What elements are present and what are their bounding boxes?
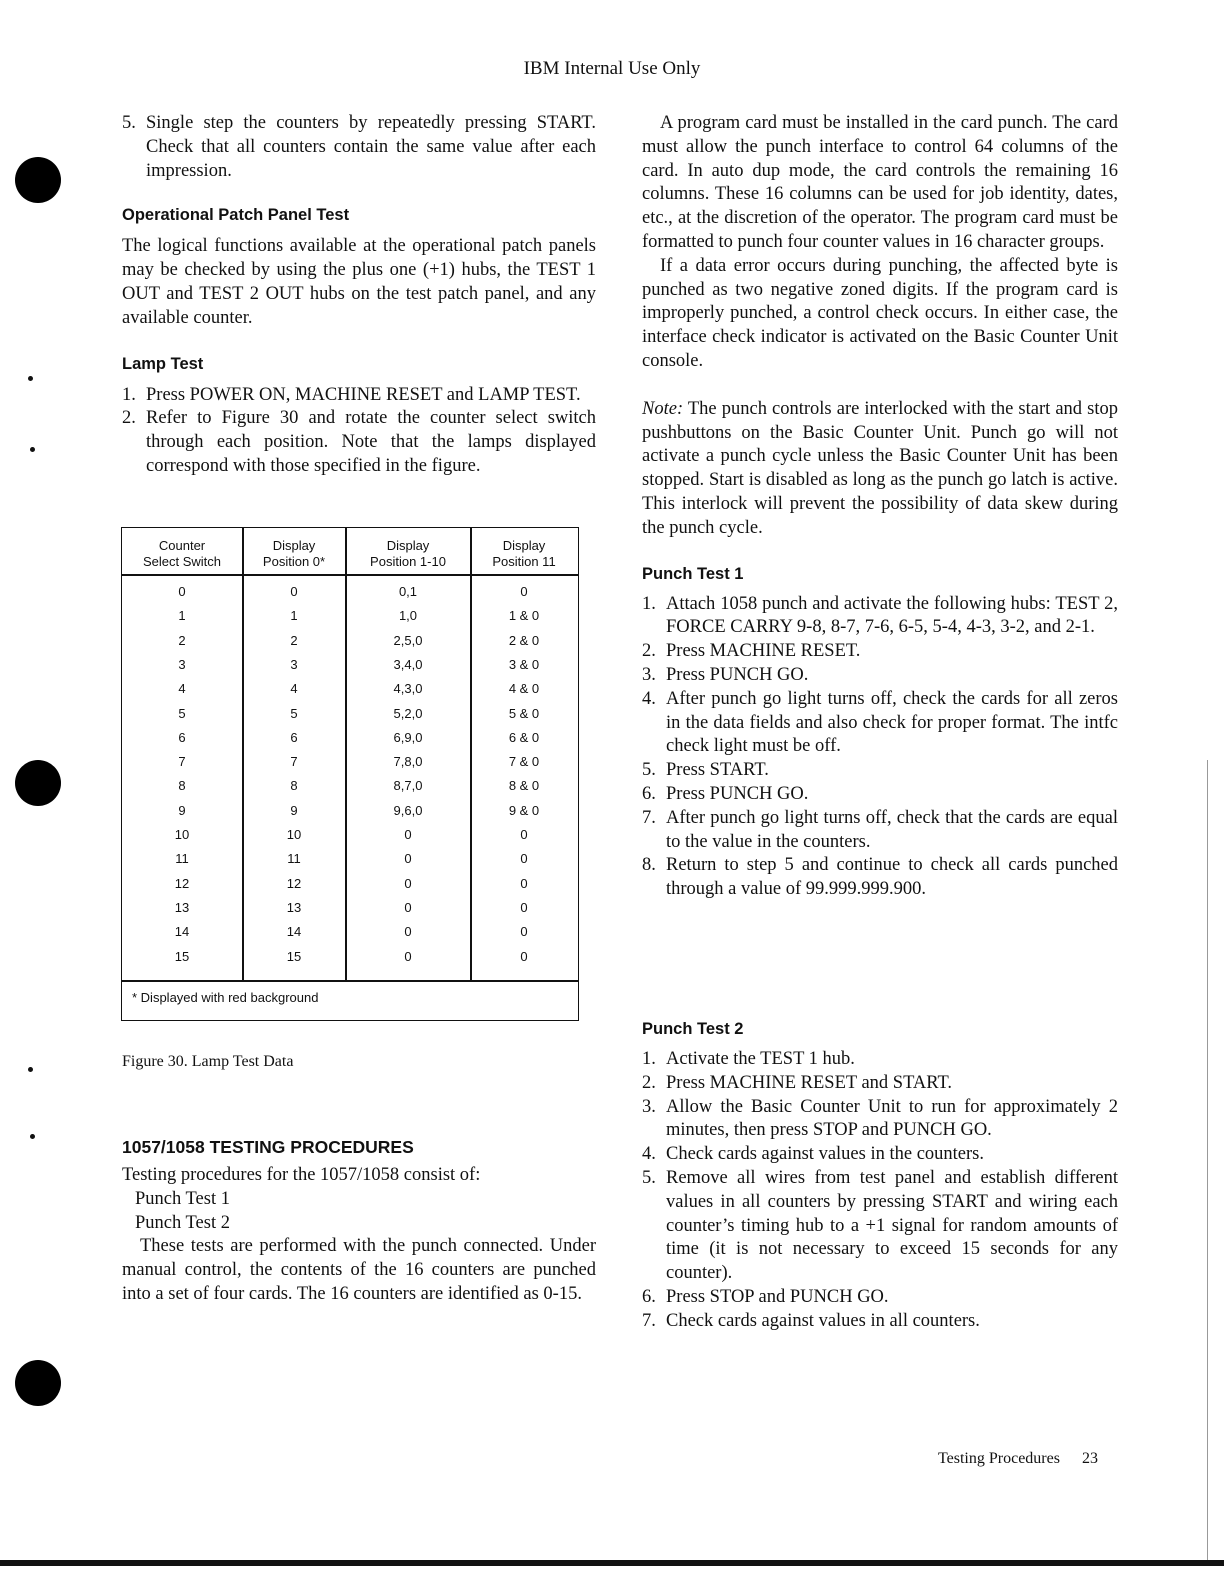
table-cell: 3 & 0 <box>508 656 540 672</box>
table-cell: 8 & 0 <box>508 778 540 794</box>
list-item: Punch Test 2 <box>135 1212 230 1233</box>
table-cell: 0 <box>520 584 528 599</box>
section-heading: Punch Test 1 <box>642 564 744 583</box>
table-cell: 2,5,0 <box>393 632 423 648</box>
table-cell: 0 <box>404 875 412 891</box>
margin-mark <box>30 1134 35 1139</box>
table-cell: 5 <box>290 705 298 721</box>
punch-test-2-steps <box>642 1048 1118 1334</box>
lamp-test-steps <box>122 384 596 479</box>
margin-mark <box>30 447 35 452</box>
paragraph: A program card must be installed in the card punch. The card must allow the punch interface to control 64 columns of the card. In auto dup mode, the card controls the remaining 16 columns. These 16 columns can be used for job identity, dates, etc., at the discretion of the operator. The program card must be formatted to punch four counter values in 16 character groups. <box>642 113 1118 252</box>
figure-caption: Figure 30. Lamp Test Data <box>122 1053 294 1070</box>
table-cell: 8 <box>178 778 186 794</box>
page-header: IBM Internal Use Only <box>523 58 701 79</box>
table-cell: 11 <box>287 851 301 867</box>
table-cell: 1 & 0 <box>508 608 540 624</box>
list-item: 6. Press STOP and PUNCH GO. <box>642 1286 889 1307</box>
list-item: 5. Remove all wires from test panel and establish different values in all counters by pressing START and wiring each counter’s timing hub to a +1 signal for random amounts of time (it is not necessary to exceed 15 seconds for any counter). <box>642 1167 1118 1284</box>
table-cell: 12 <box>174 875 190 891</box>
table-cell: 0 <box>520 899 528 915</box>
list-item: 7. Check cards against values in all counters. <box>642 1310 980 1331</box>
table-cell: 3,4,0 <box>393 656 423 672</box>
list-item: Punch Test 1 <box>135 1188 230 1209</box>
list-item: 8. Return to step 5 and continue to check all cards punched through a value of 99.999.999.900. <box>642 855 1118 900</box>
table-cell: 14 <box>174 924 190 940</box>
table-cell: 5 <box>178 705 186 721</box>
table-cell: 2 <box>178 632 186 648</box>
table-cell: 4 <box>290 681 298 697</box>
table-cell: 1,0 <box>398 608 418 624</box>
binder-hole <box>15 1360 61 1406</box>
note-paragraph: Note: The punch controls are interlocked with the start and stop pushbuttons on the Basic Counter Unit. Punch go will not activate a punch cycle unless the Basic Counter Unit has been stopped. Start is disabled as long as the punch go latch is active. This interlock will prevent the possibility of data skew during the punch cycle. <box>642 398 1118 538</box>
punch-test-1-steps <box>642 593 1118 902</box>
page-edge <box>1207 760 1208 1560</box>
list-item: 1. Attach 1058 punch and activate the following hubs: TEST 2, FORCE CARRY 9-8, 8-7, 7-6, 6-5, 5-4, 4-3, 3-2, and 2-1. <box>642 593 1118 638</box>
table-cell: 7 <box>178 754 186 770</box>
table-cell: 2 & 0 <box>508 632 540 648</box>
table-cell: 8 <box>290 778 298 794</box>
right-column <box>642 112 1118 902</box>
table-cell: 0 <box>520 851 528 867</box>
table-cell: 5 & 0 <box>508 705 540 721</box>
table-cell: 0 <box>520 875 528 891</box>
table-cell: 4,3,0 <box>393 681 423 697</box>
column-header: Counter Select Switch <box>142 538 222 569</box>
list-item: 2. Refer to Figure 30 and rotate the counter select switch through each position. Note that the lamps displayed correspond with those specified in the figure. <box>122 408 596 476</box>
table-cell: 10 <box>174 827 190 842</box>
table-cell: 0 <box>404 851 412 867</box>
section-heading: Punch Test 2 <box>642 1020 744 1038</box>
paragraph: These tests are performed with the punch connected. Under manual control, the contents of the 16 counters are punched into a set of four cards. The 16 counters are identified as 0-15. <box>122 1236 596 1304</box>
section-heading: 1057/1058 TESTING PROCEDURES <box>122 1137 414 1157</box>
table-cell: 4 & 0 <box>508 681 540 697</box>
table-cell: 9,6,0 <box>393 802 423 818</box>
table-cell: 8,7,0 <box>393 778 423 794</box>
paragraph: Testing procedures for the 1057/1058 consist of: <box>122 1165 481 1185</box>
list-item: 5. Press START. <box>642 760 769 781</box>
table-cell: 7 & 0 <box>508 754 540 770</box>
table-cell: 7 <box>290 754 298 770</box>
table-cell: 15 <box>286 948 302 964</box>
section-heading: Lamp Test <box>122 354 204 373</box>
column-header: Display Position 1-10 <box>370 538 446 569</box>
paragraph: If a data error occurs during punching, the affected byte is punched as two negative zoned digits. If the program card is improperly punched, a control check occurs. In either case, the interface check indicator is activated on the Basic Counter Unit console. <box>642 255 1118 371</box>
page-footer: Testing Procedures 23 <box>938 1450 1098 1467</box>
list-item: 3. Allow the Basic Counter Unit to run for approximately 2 minutes, then press STOP and PUNCH GO. <box>642 1096 1118 1141</box>
table-cell: 3 <box>178 656 186 672</box>
table-cell: 0 <box>520 827 528 842</box>
lamp-test-table <box>121 527 579 1021</box>
list-item: 7. After punch go light turns off, check that the cards are equal to the value in the counters. <box>642 807 1118 852</box>
step-list <box>122 112 596 183</box>
margin-mark <box>28 1067 33 1072</box>
table-cell: 6 & 0 <box>508 729 540 745</box>
table-cell: 13 <box>174 899 190 915</box>
binder-hole <box>15 760 61 806</box>
list-item: 2. Press MACHINE RESET. <box>642 641 861 662</box>
table-cell: 6,9,0 <box>393 729 423 745</box>
table-cell: 6 <box>290 729 298 745</box>
margin-mark <box>28 376 33 381</box>
right-lower-column <box>642 1018 1118 1334</box>
list-item: 1. Press POWER ON, MACHINE RESET and LAMP TEST. <box>122 384 581 405</box>
table-cell: 2 <box>290 632 298 648</box>
table-cell: 0 <box>520 948 528 964</box>
list-item: 1. Activate the TEST 1 hub. <box>642 1049 855 1069</box>
table-cell: 0 <box>178 584 186 599</box>
table-cell: 10 <box>286 827 302 842</box>
list-item: 6. Press PUNCH GO. <box>642 783 809 804</box>
left-column <box>122 112 596 479</box>
table-cell: 1 <box>178 608 186 624</box>
page-bottom-border <box>0 1560 1224 1566</box>
table-cell: 3 <box>290 656 298 672</box>
table-cell: 15 <box>174 948 190 964</box>
table-cell: 0 <box>404 899 412 915</box>
list-item: 4. Check cards against values in the counters. <box>642 1144 984 1165</box>
table-cell: 5,2,0 <box>393 705 423 721</box>
table-cell: 6 <box>178 729 186 745</box>
table-footnote: * Displayed with red background <box>132 990 319 1005</box>
table-cell: 0,1 <box>398 584 418 599</box>
table-cell: 14 <box>286 924 302 940</box>
list-item: 3. Press PUNCH GO. <box>642 664 809 685</box>
table-cell: 13 <box>286 899 302 915</box>
table-cell: 9 <box>178 802 186 818</box>
paragraph: The logical functions available at the operational patch panels may be checked by using the plus one (+1) hubs, the TEST 1 OUT and TEST 2 OUT hubs on the test patch panel, and any available counter. <box>122 236 596 328</box>
section-heading: Operational Patch Panel Test <box>122 206 350 225</box>
table-cell: 9 <box>290 802 298 818</box>
list-item: 4. After punch go light turns off, check the cards for all zeros in the data fields and also check for proper format. The intfc check light must be off. <box>642 688 1118 757</box>
table-cell: 0 <box>404 924 412 940</box>
table-cell: 9 & 0 <box>508 802 540 818</box>
table-cell: 0 <box>520 924 528 940</box>
table-cell: 11 <box>175 851 189 867</box>
table-cell: 7,8,0 <box>393 754 423 770</box>
table-cell: 1 <box>290 608 298 624</box>
column-header: Display Position 11 <box>492 538 556 569</box>
table-cell: 0 <box>290 584 298 599</box>
table-cell: 0 <box>404 948 412 964</box>
column-header: Display Position 0* <box>262 538 326 569</box>
table-cell: 12 <box>286 875 302 891</box>
table-cell: 0 <box>404 827 412 842</box>
list-item: 2. Press MACHINE RESET and START. <box>642 1072 953 1093</box>
left-lower-column <box>122 1136 596 1307</box>
list-item: 5. Single step the counters by repeatedly pressing START. Check that all counters contain the same value after each impression. <box>122 113 596 181</box>
table-cell: 4 <box>178 681 186 697</box>
binder-hole <box>15 157 61 203</box>
